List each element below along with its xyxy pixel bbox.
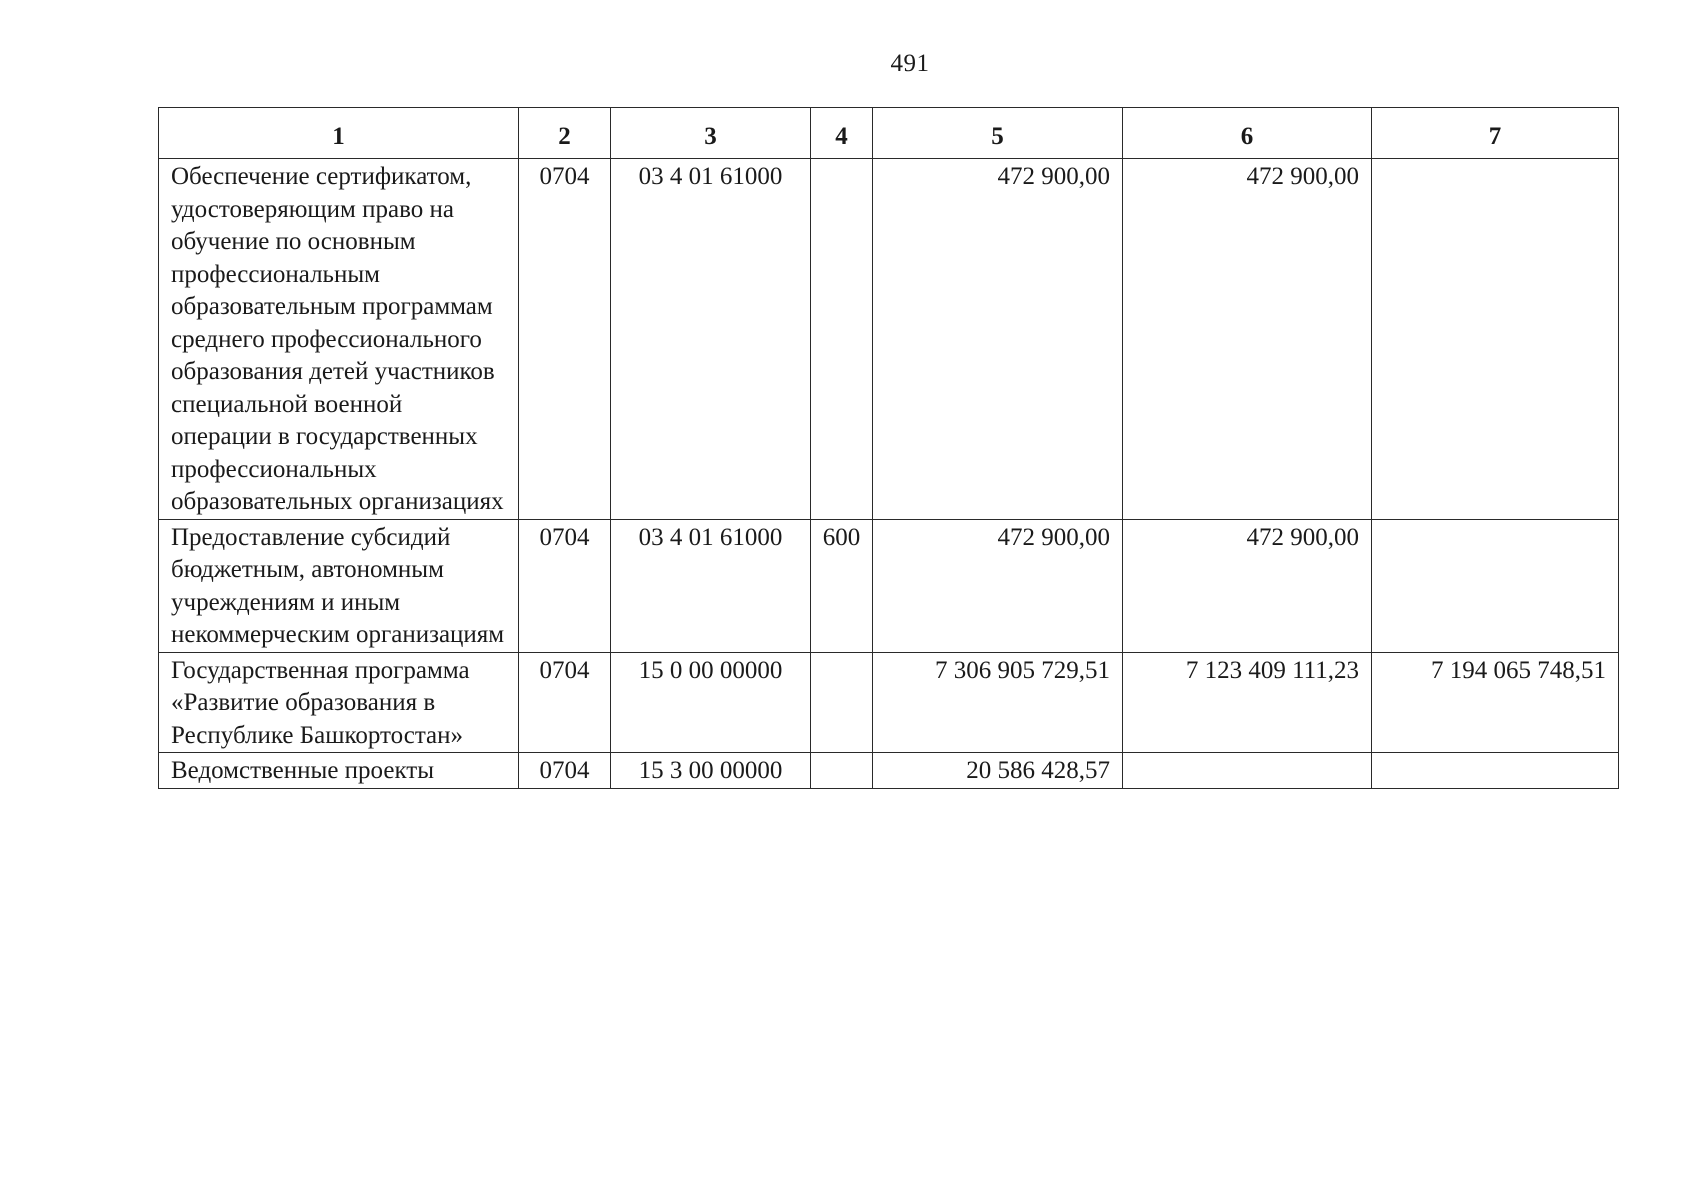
row-name: Предоставление субсидий бюджетным, автономным учреждениям и иным некоммерческим организациям <box>159 519 519 652</box>
column-header-1: 1 <box>159 108 519 159</box>
section-code: 0704 <box>519 159 611 520</box>
expense-type-code <box>811 753 873 789</box>
expense-type-code <box>811 652 873 753</box>
section-code: 0704 <box>519 652 611 753</box>
table-row <box>159 519 1619 652</box>
target-article-code: 03 4 01 61000 <box>611 159 811 520</box>
page-number: 491 <box>890 50 930 77</box>
section-code: 0704 <box>519 519 611 652</box>
column-header-3: 3 <box>611 108 811 159</box>
expense-type-code: 600 <box>811 519 873 652</box>
section-code: 0704 <box>519 753 611 789</box>
amount-col7: 7 194 065 748,51 <box>1372 652 1619 753</box>
amount-col5: 7 306 905 729,51 <box>873 652 1123 753</box>
amount-col5: 472 900,00 <box>873 159 1123 520</box>
table-row <box>159 652 1619 753</box>
amount-col7 <box>1372 753 1619 789</box>
amount-col6 <box>1123 753 1372 789</box>
header-row <box>159 108 1619 159</box>
column-header-7: 7 <box>1372 108 1619 159</box>
amount-col6: 7 123 409 111,23 <box>1123 652 1372 753</box>
expense-type-code <box>811 159 873 520</box>
amount-col6: 472 900,00 <box>1123 519 1372 652</box>
row-name: Государственная программа «Развитие образования в Республике Башкортостан» <box>159 652 519 753</box>
amount-col7 <box>1372 519 1619 652</box>
column-header-4: 4 <box>811 108 873 159</box>
row-name: Обеспечение сертификатом, удостоверяющим право на обучение по основным профессиональным образовательным программам среднего профессионального образования детей участников специальной военной операции в государственных профессиональных образовательных организациях <box>159 159 519 520</box>
target-article-code: 15 0 00 00000 <box>611 652 811 753</box>
target-article-code: 03 4 01 61000 <box>611 519 811 652</box>
column-header-2: 2 <box>519 108 611 159</box>
row-name: Ведомственные проекты <box>159 753 519 789</box>
amount-col7 <box>1372 159 1619 520</box>
amount-col5: 472 900,00 <box>873 519 1123 652</box>
budget-table <box>158 107 1619 789</box>
amount-col6: 472 900,00 <box>1123 159 1372 520</box>
table-row <box>159 753 1619 789</box>
column-header-5: 5 <box>873 108 1123 159</box>
target-article-code: 15 3 00 00000 <box>611 753 811 789</box>
amount-col5: 20 586 428,57 <box>873 753 1123 789</box>
table-row <box>159 159 1619 520</box>
column-header-6: 6 <box>1123 108 1372 159</box>
